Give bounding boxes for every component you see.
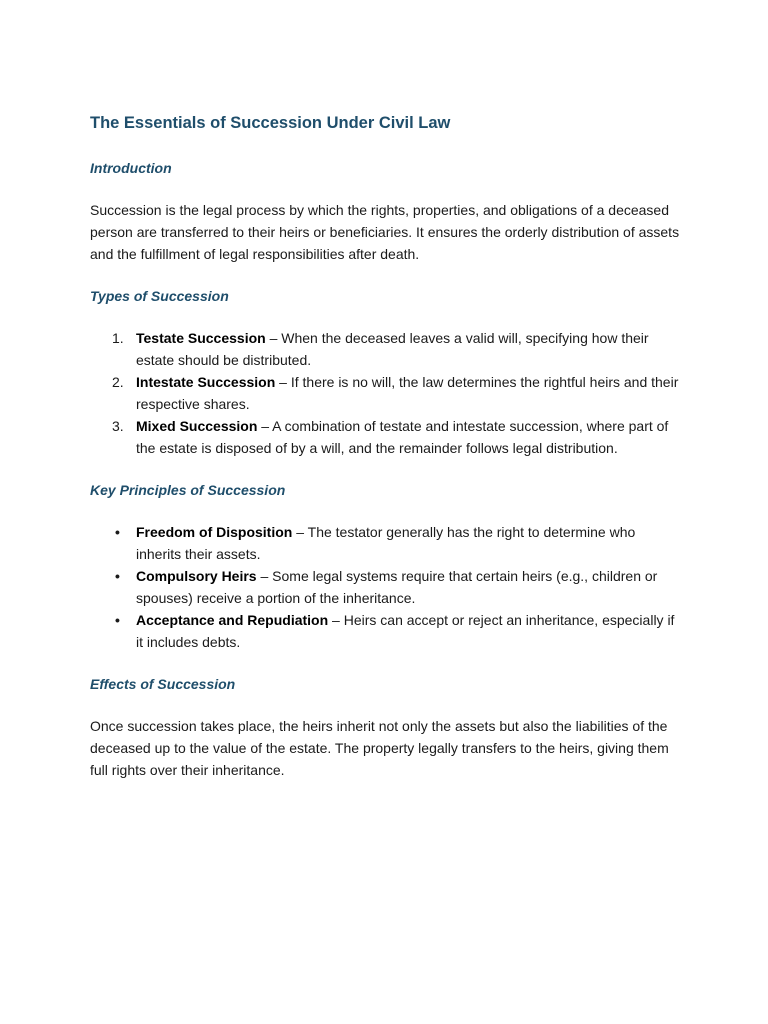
list-item-text: – Heirs can accept or reject an inheritance, especially if it includes debts.	[136, 612, 675, 650]
list-item-term: Freedom of Disposition	[136, 524, 293, 540]
document-page	[90, 110, 680, 781]
document-title: The Essentials of Succession Under Civil Law	[90, 114, 451, 132]
list-item-term: Testate Succession	[136, 330, 266, 346]
list-item	[90, 609, 680, 653]
list-item-text: – Some legal systems require that certain heirs (e.g., children or spouses) receive a portion of the inheritance.	[136, 568, 658, 606]
principles-list	[90, 521, 680, 653]
list-item	[90, 327, 680, 371]
list-number: 2.	[112, 374, 124, 390]
list-number: 3.	[112, 418, 124, 434]
list-number: 1.	[112, 330, 124, 346]
list-item-term: Compulsory Heirs	[136, 568, 257, 584]
list-item-term: Mixed Succession	[136, 418, 258, 434]
list-item-text: – If there is no will, the law determines the rightful heirs and their respective shares.	[136, 374, 679, 412]
bullet-icon: •	[115, 612, 120, 628]
types-list	[90, 327, 680, 459]
section-heading-introduction: Introduction	[90, 160, 172, 176]
section-heading-effects: Effects of Succession	[90, 676, 236, 692]
list-item-term: Intestate Succession	[136, 374, 276, 390]
list-item	[90, 415, 680, 459]
bullet-icon: •	[115, 524, 120, 540]
list-item	[90, 565, 680, 609]
list-item-text: – A combination of testate and intestate succession, where part of the estate is disposed of by a will, and the remainder follows legal distribution.	[136, 418, 669, 456]
introduction-paragraph: Succession is the legal process by which the rights, properties, and obligations of a deceased person are transferred to their heirs or beneficiaries. It ensures the orderly distribution of assets and the fulfillment of legal responsibilities after death.	[90, 202, 680, 262]
list-item-term: Acceptance and Repudiation	[136, 612, 329, 628]
section-heading-types: Types of Succession	[90, 288, 229, 304]
list-item-text: – When the deceased leaves a valid will, specifying how their estate should be distributed.	[136, 330, 649, 368]
list-item-text: – The testator generally has the right to determine who inherits their assets.	[136, 524, 636, 562]
bullet-icon: •	[115, 568, 120, 584]
effects-paragraph: Once succession takes place, the heirs inherit not only the assets but also the liabilities of the deceased up to the value of the estate. The property legally transfers to the heirs, giving them full rights over their inheritance.	[90, 718, 669, 778]
list-item	[90, 521, 680, 565]
section-heading-principles: Key Principles of Succession	[90, 482, 286, 498]
list-item	[90, 371, 680, 415]
